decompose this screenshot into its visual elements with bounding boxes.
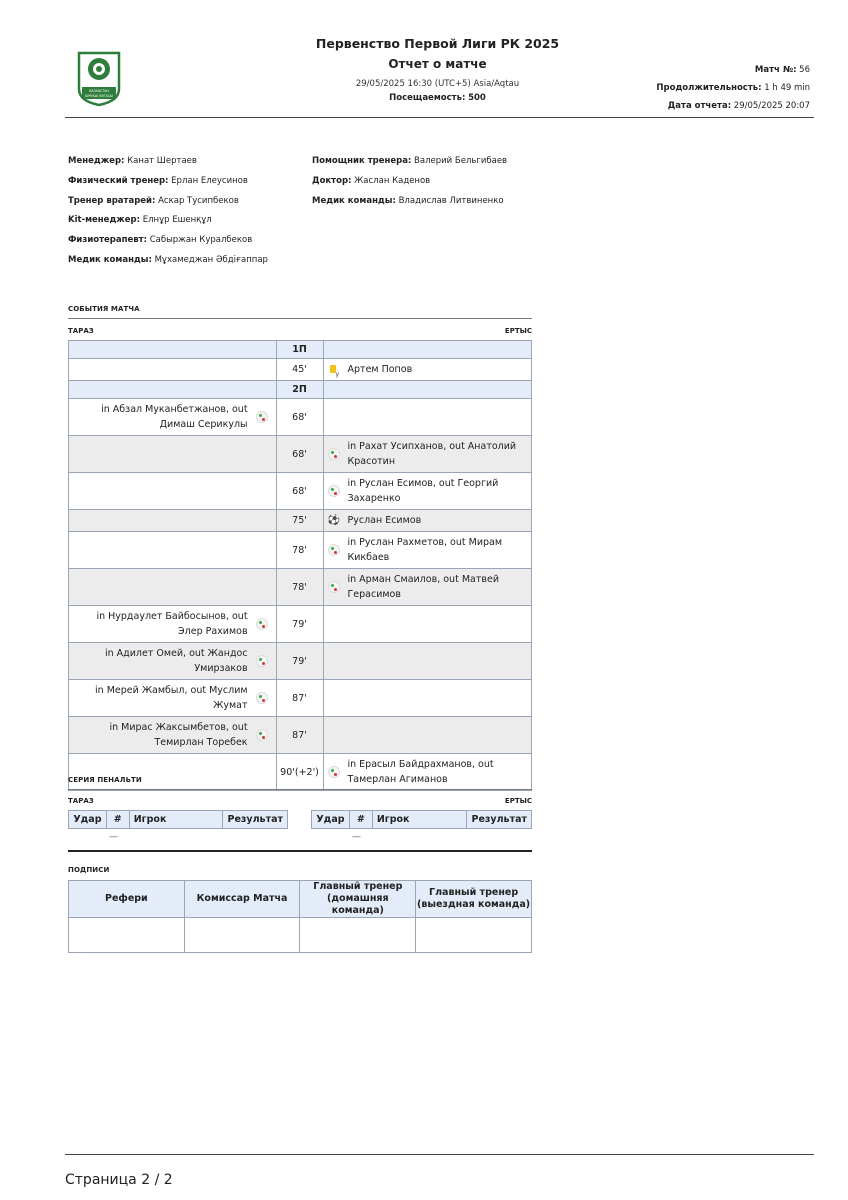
penalties-home-table <box>68 810 288 829</box>
staff-item: Kit-менеджер: Елнұр Ешенқұл <box>68 215 212 226</box>
substitution-icon <box>328 448 340 460</box>
event-minute: 68' <box>276 436 323 473</box>
duration-label: Продолжительность: <box>656 83 762 93</box>
report-date-label: Дата отчета: <box>667 101 732 111</box>
report-header <box>65 30 814 118</box>
report-date <box>656 97 810 115</box>
attendance-label: Посещаемость: <box>389 93 466 103</box>
pen-col-shot: Удар <box>312 811 350 829</box>
event-row <box>69 359 532 381</box>
sig-col-away-coach: Главный тренер (выездная команда) <box>416 881 532 918</box>
event-minute: 79' <box>276 643 323 680</box>
match-number-label: Матч №: <box>754 65 797 75</box>
event-row <box>69 717 532 754</box>
penalties-title: СЕРИЯ ПЕНАЛЬТИ <box>68 776 142 784</box>
event-row <box>69 569 532 606</box>
event-home: in Абзал Муканбетжанов, out Димаш Серикулы <box>101 404 248 430</box>
events-divider <box>68 318 532 319</box>
page-number: Страница 2 / 2 <box>65 1172 173 1188</box>
attendance-value: 500 <box>468 93 486 103</box>
sig-col-home-coach: Главный тренер (домашняя команда) <box>300 881 416 918</box>
substitution-icon <box>328 766 340 778</box>
match-number-value: 56 <box>799 65 810 75</box>
event-minute: 68' <box>276 399 323 436</box>
event-row <box>69 510 532 532</box>
staff-item: Тренер вратарей: Аскар Тусипбеков <box>68 195 239 206</box>
event-row <box>69 754 532 791</box>
penalties-home-team: ТАРАЗ <box>68 797 94 805</box>
event-home: in Мерей Жамбыл, out Муслим Жумат <box>95 685 248 711</box>
match-datetime: 29/05/2025 16:30 (UTC+5) Asia/Aqtau <box>355 79 520 89</box>
event-away: Руслан Есимов <box>347 515 422 526</box>
penalties-divider <box>68 789 532 790</box>
sig-box-referee <box>69 918 185 953</box>
pen-col-player: Игрок <box>129 811 223 829</box>
footer-divider <box>65 1154 814 1155</box>
substitution-icon <box>256 411 268 423</box>
event-minute: 75' <box>276 510 323 532</box>
event-home: in Мирас Жаксымбетов, out Темирлан Торебек <box>109 722 248 748</box>
pen-col-result: Результат <box>467 811 532 829</box>
half-header-1 <box>69 341 532 359</box>
event-row <box>69 680 532 717</box>
event-row <box>69 473 532 510</box>
sig-col-commissioner: Комиссар Матча <box>184 881 300 918</box>
penalties-away-empty: — <box>352 832 361 842</box>
duration-value: 1 h 49 min <box>764 83 810 93</box>
match-number <box>656 61 810 79</box>
event-away: in Арман Смаилов, out Матвей Герасимов <box>347 574 499 600</box>
substitution-icon <box>328 581 340 593</box>
substitution-icon <box>256 692 268 704</box>
yellow-card-icon <box>328 364 340 376</box>
events-title: СОБЫТИЯ МАТЧА <box>68 305 140 313</box>
event-away: in Рахат Усипханов, out Анатолий Красотин <box>347 441 517 467</box>
event-row <box>69 532 532 569</box>
staff-item: Менеджер: Канат Шертаев <box>68 156 197 166</box>
event-minute: 87' <box>276 680 323 717</box>
logo-text-2: БІРІНШІ ЛИГАСЫ <box>85 94 113 98</box>
penalties-teams <box>68 797 532 805</box>
event-minute: 87' <box>276 717 323 754</box>
header-meta <box>656 61 810 115</box>
staff-item: Физический тренер: Ерлан Елеусинов <box>68 175 248 186</box>
sig-box-away-coach <box>416 918 532 953</box>
event-away: in Руслан Рахметов, out Мирам Кикбаев <box>347 537 503 563</box>
report-title: Первенство Первой Лиги РК 2025 <box>315 36 560 51</box>
event-away: in Ерасыл Байдрахманов, out Тамерлан Агиманов <box>347 759 494 785</box>
event-row <box>69 436 532 473</box>
attendance <box>225 93 650 103</box>
sig-box-home-coach <box>300 918 416 953</box>
event-minute: 79' <box>276 606 323 643</box>
league-logo <box>75 49 123 107</box>
pen-col-number: # <box>349 811 372 829</box>
report-subtitle: Отчет о матче <box>388 57 487 71</box>
signatures-title: ПОДПИСИ <box>68 866 110 874</box>
penalties-away-team: ЕРТЫС <box>504 797 532 805</box>
staff-left <box>68 152 268 271</box>
event-row <box>69 399 532 436</box>
logo-text-1: ҚАЗАҚСТАН <box>89 89 109 93</box>
events-table <box>68 340 532 791</box>
sig-col-referee: Рефери <box>69 881 185 918</box>
events-home-team: ТАРАЗ <box>68 327 94 335</box>
events-away-team: ЕРТЫС <box>504 327 532 335</box>
half-label: 2П <box>276 381 323 399</box>
substitution-icon <box>256 655 268 667</box>
staff-item: Физиотерапевт: Сабыржан Куралбеков <box>68 235 253 246</box>
staff-item: Помощник тренера: Валерий Бельгибаев <box>312 156 508 166</box>
substitution-icon <box>328 544 340 556</box>
event-minute: 68' <box>276 473 323 510</box>
pen-col-result: Результат <box>223 811 288 829</box>
penalties-away-table <box>311 810 532 829</box>
event-away: in Руслан Есимов, out Георгий Захаренко <box>347 478 499 504</box>
half-label: 1П <box>276 341 323 359</box>
staff-item: Медик команды: Мұхамеджан Әбдіғаппар <box>68 254 268 265</box>
event-home: in Нурдаулет Байбосынов, out Элер Рахимов <box>96 611 248 637</box>
staff-right <box>312 152 507 211</box>
penalties-home-empty: — <box>109 832 118 842</box>
staff-item: Доктор: Жаслан Каденов <box>312 175 431 186</box>
pen-col-player: Игрок <box>372 811 467 829</box>
event-minute: 45' <box>276 359 323 381</box>
event-minute: 90'(+2') <box>276 754 323 791</box>
report-date-value: 29/05/2025 20:07 <box>733 101 810 111</box>
penalties-end-rule <box>68 850 532 852</box>
half-header-2 <box>69 381 532 399</box>
event-row <box>69 643 532 680</box>
staff-item: Медик команды: Владислав Литвиненко <box>312 195 504 206</box>
match-duration <box>656 79 810 97</box>
substitution-icon <box>256 729 268 741</box>
pen-col-number: # <box>106 811 129 829</box>
event-minute: 78' <box>276 569 323 606</box>
header-center <box>225 30 650 103</box>
substitution-icon <box>256 618 268 630</box>
pen-col-shot: Удар <box>69 811 107 829</box>
substitution-icon <box>328 485 340 497</box>
signatures-table <box>68 880 532 953</box>
event-row <box>69 606 532 643</box>
event-minute: 78' <box>276 532 323 569</box>
event-away: Артем Попов <box>347 364 413 375</box>
goal-ball-icon: ⚽ <box>327 514 340 526</box>
events-teams <box>68 327 532 335</box>
event-home: in Адилет Омей, out Жандос Умирзаков <box>105 648 248 674</box>
sig-box-commissioner <box>184 918 300 953</box>
